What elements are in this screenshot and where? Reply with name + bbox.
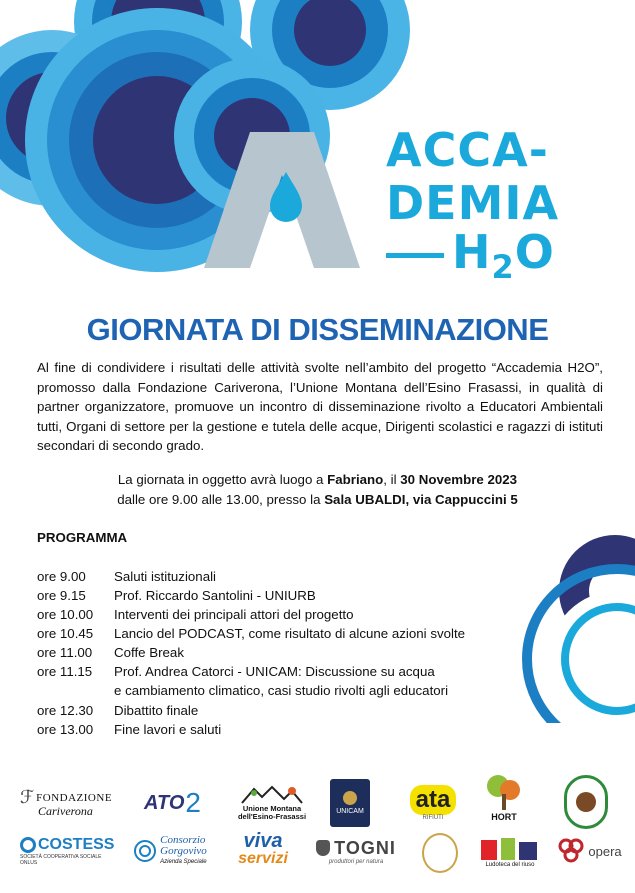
program-desc: Dibattito finale [114,703,199,718]
costess-c-icon [20,837,36,853]
hort-text: HORT [491,812,517,822]
program-row [37,567,216,586]
gorgovivo-name: Gorgovivo [160,844,207,857]
brand-line-1-text: ACCA- [386,123,549,177]
mountain-icon [240,785,304,805]
program-desc: Saluti istituzionali [114,569,216,584]
page-title: GIORNATA DI DISSEMINAZIONE [86,312,549,347]
program-desc: Prof. Andrea Catorci - UNICAM: Discussione su acqua [114,664,435,679]
program-time: ore 11.00 [37,645,93,660]
brand-h: H [452,225,492,279]
logo-hort [482,769,526,825]
gorgovivo-text: Consorzio [160,833,206,846]
program-time: ore 13.00 [37,722,94,737]
ato-text: ATO [144,791,185,814]
tree-icon [484,772,524,812]
logo-gorgovivo [124,833,216,869]
brand-line-2-text: DEMIA [386,176,560,230]
crest-icon [422,833,458,873]
event-time: dalle ore 9.00 alle 13.00, presso la [117,491,325,507]
unione-subtext: dell'Esino-Frasassi [237,812,307,821]
viva-text: viva [243,830,283,852]
program-row [37,605,353,624]
fondazione-text: FONDAZIONE [36,791,113,804]
logo-unicam [330,779,370,827]
cariverona-text: Cariverona [38,804,93,818]
program-time: ore 12.30 [37,703,94,718]
program-row [37,701,198,720]
unicam-text: UNICAM [336,808,364,815]
program-desc: Interventi dei principali attori del progetto [114,607,354,622]
event-date-prefix: La giornata in oggetto avrà luogo a [117,472,328,487]
brand-dash [386,253,444,258]
unione-text: Unione Montana [242,804,302,813]
program-row [37,643,184,662]
brand-line-2 [386,176,560,230]
decorative-rings [505,533,635,723]
program-desc: e cambiamento climatico, casi studio rivolti agli educatori [114,683,449,698]
brand-o: O [514,225,555,279]
fondazione-f-icon: ℱ [20,787,35,807]
event-date: 30 Novembre 2023 [400,472,518,487]
program-time: ore 10.45 [37,626,94,641]
brand-line-1 [386,123,549,177]
event-city: Fabriano [327,472,384,487]
program-row [37,624,465,643]
gorgovivo-swirl-icon [133,839,157,863]
circle-cluster [0,0,410,272]
logo-unione-montana [233,781,311,825]
logo-crest [418,829,462,877]
event-venue: Sala UBALDI, via Cappuccini 5 [324,491,518,507]
program-row-continued [37,681,448,700]
togni-subtext: produttori per natura [328,858,384,865]
program-heading: PROGRAMMA [37,530,128,545]
opera-text: opera [588,843,622,859]
logo-ludoteca-riuso [474,831,546,873]
ata-subtext: RIFIUTI [422,815,444,821]
logo-costess [20,833,120,869]
costess-mark [20,836,114,854]
intro-paragraph: Al fine di condividere i risultati delle attività svolte nell’ambito del progetto “Accademia H2O”, promosso dalla Fondazione Cariverona, l’Unione Montana dell’Esino Frasassi, in qualità di partner organizzatore, promuove un incontro di disseminazione rivolto a Educatori Ambientali tutti, Organi di settore per la gestione e tutela delle acque, Dirigenti scolastici e ragazzi di istituti secondari di secondo grado. [37,360,603,453]
brand-line-3 [386,225,555,290]
event-date-sep: , il [383,472,401,487]
ata-text: ata [410,785,457,815]
gorgovivo-text-group [160,835,207,868]
opera-circles-icon [556,836,586,866]
togni-leaf-icon [316,840,330,856]
animal-icon [576,792,596,812]
event-venue-line [0,490,635,510]
logo-parco-gola-rossa [564,775,608,829]
program-row [37,662,435,681]
ludoteca-text: Ludoteca del riuso [485,862,535,868]
event-date-line [0,470,635,490]
program-desc: Lancio del PODCAST, come risultato di alcune azioni svolte [114,626,466,641]
program-desc: Prof. Riccardo Santolini - UNIURB [114,588,316,603]
servizi-text: servizi [238,850,288,867]
program-row [37,720,221,739]
brand-subscript-2: 2 [491,248,515,286]
logo-fondazione-cariverona [20,785,140,821]
costess-subtext: SOCIETÀ COOPERATIVA SOCIALE ONLUS [20,854,102,866]
logo-ata-rifiuti [398,781,468,825]
program-time: ore 11.15 [37,664,93,679]
togni-text: TOGNI [334,837,396,858]
program-desc: Fine lavori e saluti [114,722,222,737]
gorgovivo-subtext: Azienda Speciale [160,858,207,865]
logo-opera [554,835,624,867]
program-desc: Coffe Break [114,645,184,660]
riu-blocks-icon [479,836,541,862]
program-time: ore 9.00 [37,569,86,584]
program-time: ore 10.00 [37,607,94,622]
togni-mark [316,838,396,859]
costess-text: COSTESS [38,836,115,853]
ato-number: 2 [185,787,201,818]
program-row [37,586,316,605]
logo-ato2 [130,785,215,821]
event-details [0,470,635,509]
program-time: ore 9.15 [37,588,86,603]
logo-togni [308,833,404,869]
unicam-seal-icon [343,791,357,805]
logo-viva-servizi [230,827,296,873]
